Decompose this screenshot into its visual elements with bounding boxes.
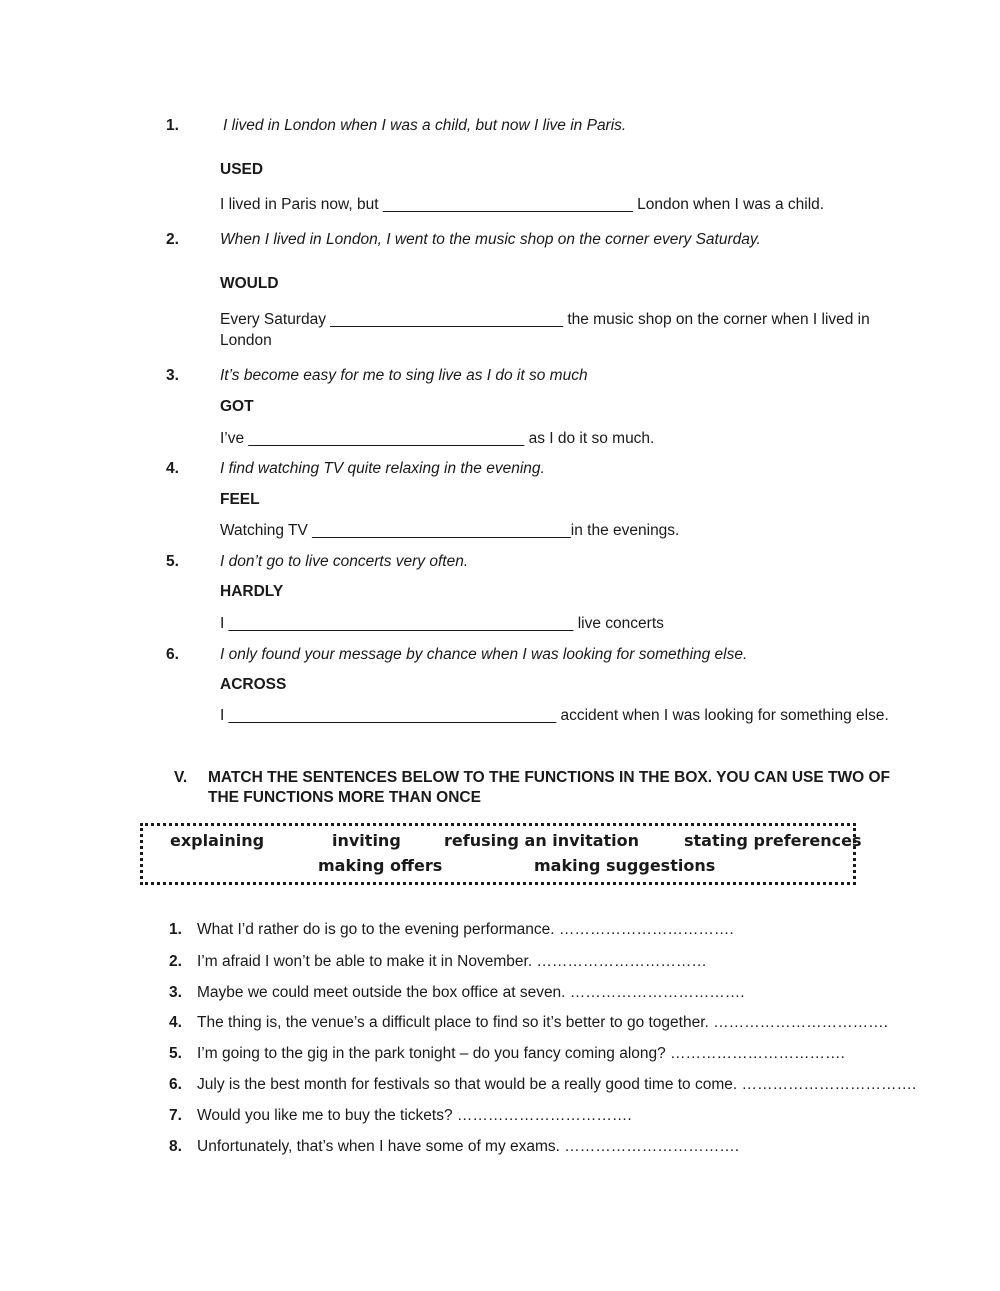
section-instruction-line2: THE FUNCTIONS MORE THAN ONCE (208, 789, 481, 806)
item-number: 4. (166, 460, 179, 477)
item-number: 1. (166, 117, 179, 134)
item-answer: I ________________________________________ live concerts (220, 615, 664, 632)
item-text: Would you like me to buy the tickets? ……………………………. (197, 1107, 632, 1124)
item-answer-line2: London (220, 332, 272, 349)
functions-box (140, 823, 862, 885)
list-item (169, 1137, 739, 1157)
function-stating-preferences: stating preferences (684, 831, 862, 850)
item-answer: I lived in Paris now, but _____________________________ London when I was a child. (220, 196, 825, 213)
item-keyword: ACROSS (220, 676, 287, 693)
item-text: I’m afraid I won’t be able to make it in November. …………………………… (197, 953, 707, 970)
item-number: 1. (169, 921, 182, 938)
list-item (169, 920, 734, 940)
item-keyword: USED (220, 161, 264, 178)
list-item (169, 952, 707, 972)
item-number: 3. (166, 367, 179, 384)
item-number: 6. (166, 646, 179, 663)
item-number: 4. (169, 1014, 182, 1031)
item-text: What I’d rather do is go to the evening performance. ……………………………. (197, 921, 734, 938)
item-prompt: I don’t go to live concerts very often. (220, 553, 469, 570)
item-prompt: It’s become easy for me to sing live as I do it so much (220, 367, 588, 384)
item-answer: I’ve ________________________________ as I do it so much. (220, 430, 655, 447)
item-keyword: WOULD (220, 275, 279, 292)
item-answer: I ______________________________________ accident when I was looking for something else. (220, 707, 889, 724)
function-refusing-invitation: refusing an invitation (444, 831, 640, 850)
item-answer: Watching TV ______________________________in the evenings. (220, 522, 680, 539)
item-text: I’m going to the gig in the park tonight – do you fancy coming along? ……………………………. (197, 1045, 845, 1062)
list-item (169, 1044, 845, 1064)
item-answer-line1: Every Saturday ___________________________ the music shop on the corner when I lived in (220, 311, 870, 328)
section-instruction-line1: MATCH THE SENTENCES BELOW TO THE FUNCTIONS IN THE BOX. YOU CAN USE TWO OF (208, 769, 891, 786)
item-number: 5. (166, 553, 179, 570)
item-number: 8. (169, 1138, 182, 1155)
function-inviting: inviting (332, 831, 401, 850)
item-number: 3. (169, 984, 182, 1001)
item-prompt: I find watching TV quite relaxing in the evening. (220, 460, 545, 477)
item-number: 2. (166, 231, 179, 248)
item-number: 6. (169, 1076, 182, 1093)
item-number: 5. (169, 1045, 182, 1062)
list-item (169, 1106, 632, 1126)
function-explaining: explaining (170, 831, 265, 850)
item-text: The thing is, the venue’s a difficult place to find so it’s better to go together. ……………………………. (197, 1014, 888, 1031)
item-text: July is the best month for festivals so that would be a really good time to come. ……………………………. (197, 1076, 917, 1093)
section-number: V. (174, 769, 188, 786)
item-keyword: GOT (220, 398, 254, 415)
item-keyword: HARDLY (220, 583, 284, 600)
item-keyword: FEEL (220, 491, 260, 508)
list-item (169, 983, 745, 1003)
function-making-offers: making offers (318, 856, 443, 875)
item-number: 7. (169, 1107, 182, 1124)
item-text: Maybe we could meet outside the box office at seven. ……………………………. (197, 984, 745, 1001)
function-making-suggestions: making suggestions (534, 856, 716, 875)
item-prompt: I lived in London when I was a child, but now I live in Paris. (223, 117, 627, 134)
list-item (169, 1013, 888, 1033)
item-prompt: When I lived in London, I went to the music shop on the corner every Saturday. (220, 231, 761, 248)
list-item (169, 1075, 916, 1095)
item-number: 2. (169, 953, 182, 970)
item-prompt: I only found your message by chance when I was looking for something else. (220, 646, 748, 663)
item-text: Unfortunately, that’s when I have some of my exams. ……………………………. (197, 1138, 740, 1155)
